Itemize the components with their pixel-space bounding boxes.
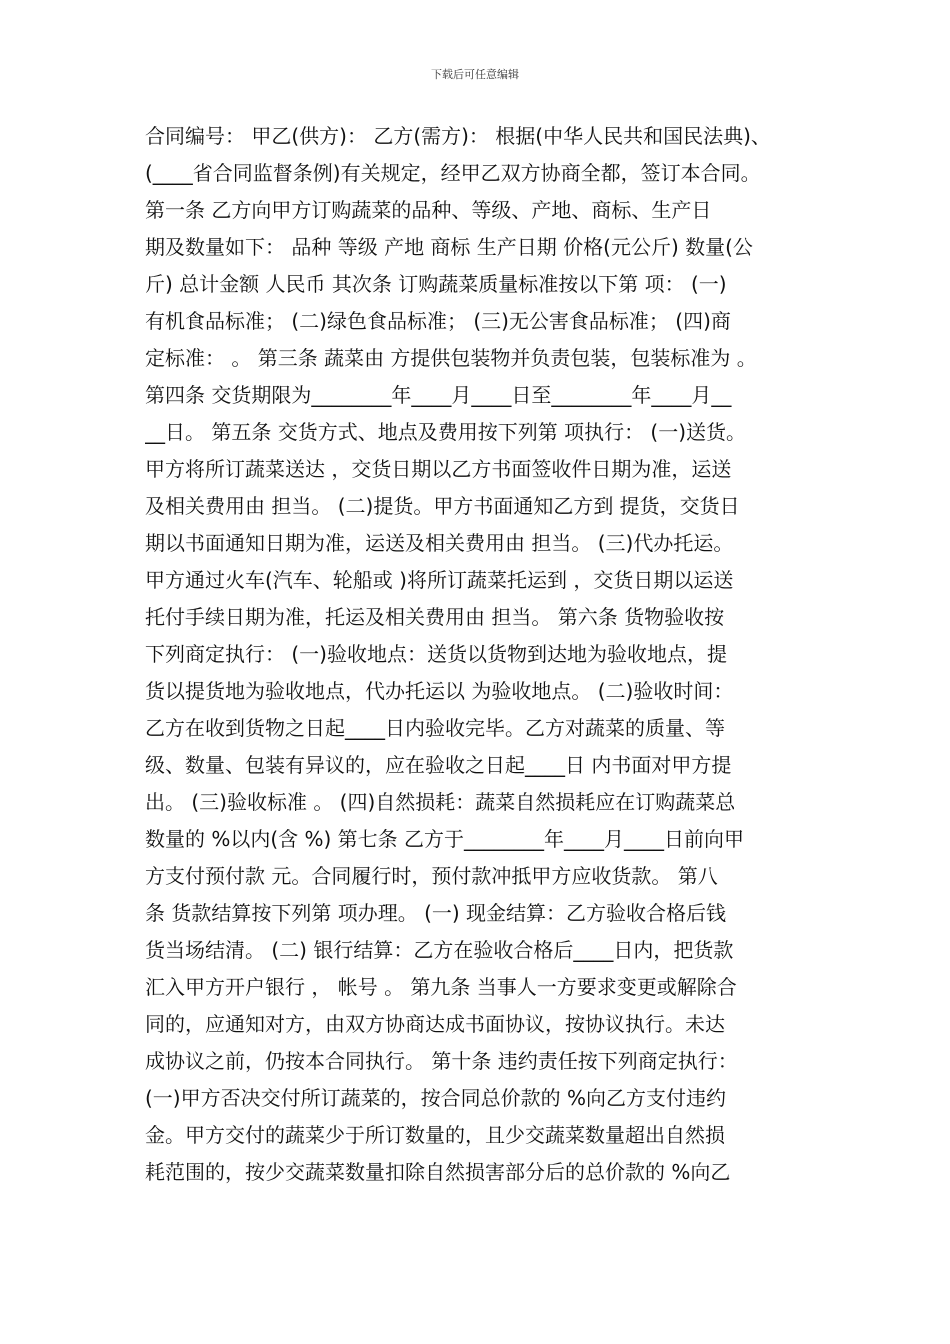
- text-line: 数量的 %以内(含 %) 第七条 乙方于________年____月____日前向甲: [145, 827, 745, 851]
- text-line: 甲方通过火车(汽车、轮船或 )将所订蔬菜托运到 ，交货日期以运送: [145, 568, 734, 592]
- text-line: 金。甲方交付的蔬菜少于所订数量的，且少交蔬菜数量超出自然损: [145, 1123, 725, 1147]
- text-line: (____省合同监督条例)有关规定，经甲乙双方协商全都，签订本合同。: [145, 161, 761, 185]
- text-line: 货当场结清。 (二) 银行结算：乙方在验收合格后____日内，把货款: [145, 938, 734, 962]
- text-line: 合同编号： 甲乙(供方)： 乙方(需方)： 根据(中华人民共和国民法典)、: [145, 124, 771, 148]
- text-line: 第一条 乙方向甲方订购蔬菜的品种、等级、产地、商标、生产日: [145, 198, 712, 222]
- text-line: 货以提货地为验收地点，代办托运以 为验收地点。 (二)验收时间：: [145, 679, 734, 703]
- text-line: 出。 (三)验收标准 。 (四)自然损耗：蔬菜自然损耗应在订购蔬菜总: [145, 790, 736, 814]
- text-line: (一)甲方否决交付所订蔬菜的，按合同总价款的 %向乙方支付违约: [145, 1086, 726, 1110]
- text-line: 成协议之前，仍按本合同执行。 第十条 违约责任按下列商定执行：: [145, 1049, 738, 1073]
- text-line: 下列商定执行： (一)验收地点：送货以货物到达地为验收地点，提: [145, 642, 727, 666]
- text-line: 有机食品标准； (二)绿色食品标准； (三)无公害食品标准； (四)商: [145, 309, 731, 333]
- text-line: 汇入甲方开户银行 ， 帐号 。 第九条 当事人一方要求变更或解除合: [145, 975, 737, 999]
- text-line: 同的，应通知对方，由双方协商达成书面协议，按协议执行。未达: [145, 1012, 725, 1036]
- text-line: 定标准： 。 第三条 蔬菜由 方提供包装物并负责包装，包装标准为 。: [145, 346, 757, 370]
- text-line: 期及数量如下： 品种 等级 产地 商标 生产日期 价格(元公斤) 数量(公: [145, 235, 753, 259]
- text-line: 甲方将所订蔬菜送达 ，交货日期以乙方书面签收件日期为准，运送: [145, 457, 732, 481]
- text-line: 期以书面通知日期为准，运送及相关费用由 担当。 (三)代办托运。: [145, 531, 734, 555]
- text-line: 耗范围的，按少交蔬菜数量扣除自然损害部分后的总价款的 %向乙: [145, 1160, 731, 1184]
- text-line: 及相关费用由 担当。 (二)提货。甲方书面通知乙方到 提货，交货日: [145, 494, 740, 518]
- text-line: 方支付预付款 元。合同履行时，预付款冲抵甲方应收货款。 第八: [145, 864, 718, 888]
- text-line: 乙方在收到货物之日起____日内验收完毕。乙方对蔬菜的质量、等: [145, 716, 725, 740]
- contract-body: [145, 118, 810, 1191]
- text-line: 第四条 交货期限为________年____月____日至________年____月__: [145, 383, 732, 407]
- text-line: __日。 第五条 交货方式、地点及费用按下列第 项执行： (一)送货。: [145, 420, 747, 444]
- text-line: 斤) 总计金额 人民币 其次条 订购蔬菜质量标准按以下第 项： (一): [145, 272, 727, 296]
- text-line: 托付手续日期为准，托运及相关费用由 担当。 第六条 货物验收按: [145, 605, 725, 629]
- page-header: 下载后可任意编辑: [431, 68, 519, 81]
- text-line: 条 货款结算按下列第 项办理。 (一) 现金结算：乙方验收合格后钱: [145, 901, 727, 925]
- text-line: 级、数量、包装有异议的，应在验收之日起____日 内书面对甲方提: [145, 753, 732, 777]
